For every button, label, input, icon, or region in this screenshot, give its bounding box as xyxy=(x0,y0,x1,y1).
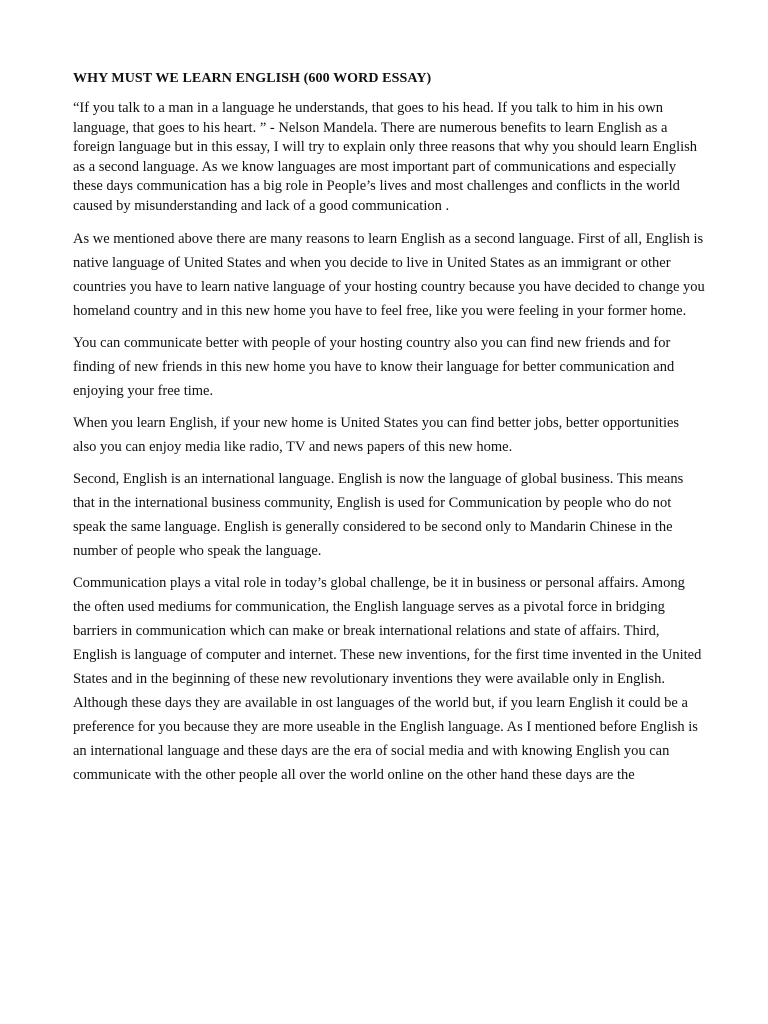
paragraph-jobs: When you learn English, if your new home is United States you can find better jobs, better opportunities also you can enjoy media like radio, TV and news papers of this new home. xyxy=(73,415,680,455)
paragraph-communication: You can communicate better with people of your hosting country also you can find new friends and for finding of new friends in this new home you have to know their language for better communication and enjoying your free time. xyxy=(73,335,675,399)
paragraph-intro: “If you talk to a man in a language he understands, that goes to his head. If you talk to him in his own language, that goes to his heart. ” - Nelson Mandela. There are numerous benefits to learn English as a foreign language but in this essay, I will try to explain only three reasons that why you should learn English as a second language. As we know languages are most important part of communications and especially these days communication has a big role in People’s lives and most challenges and conflicts in the world caused by misunderstanding and lack of a good communication . xyxy=(73,100,698,214)
paragraph-first-reason: As we mentioned above there are many reasons to learn English as a second language. First of all, English is native language of United States and when you decide to live in United States as an immigrant or other countries you have to learn native language of your hosting country because you have decided to change you homeland country and in this new home you have to feel free, like you were feeling in your former home. xyxy=(73,231,705,319)
paragraph-third-reason: Communication plays a vital role in today’s global challenge, be it in business or personal affairs. Among the often used mediums for communication, the English language serves as a pivotal force in bridging barriers in communication which can make or break international relations and state of affairs. Third, English is language of computer and internet. These new inventions, for the first time invented in the United States and in the beginning of these new revolutionary inventions they were available only in English. Although these days they are available in ost languages of the world but, if you learn English it could be a preference for you because they are more useable in the English language. As I mentioned before English is an international language and these days are the era of social media and with knowing English you can communicate with the other people all over the world online on the other hand these days are the xyxy=(73,575,702,783)
document-page xyxy=(73,70,705,795)
document-title: WHY MUST WE LEARN ENGLISH (600 WORD ESSAY) xyxy=(73,71,432,86)
paragraph-second-reason: Second, English is an international language. English is now the language of global business. This means that in the international business community, English is used for Communication by people who do not speak the same language. English is generally considered to be second only to Mandarin Chinese in the number of people who speak the language. xyxy=(73,471,684,559)
